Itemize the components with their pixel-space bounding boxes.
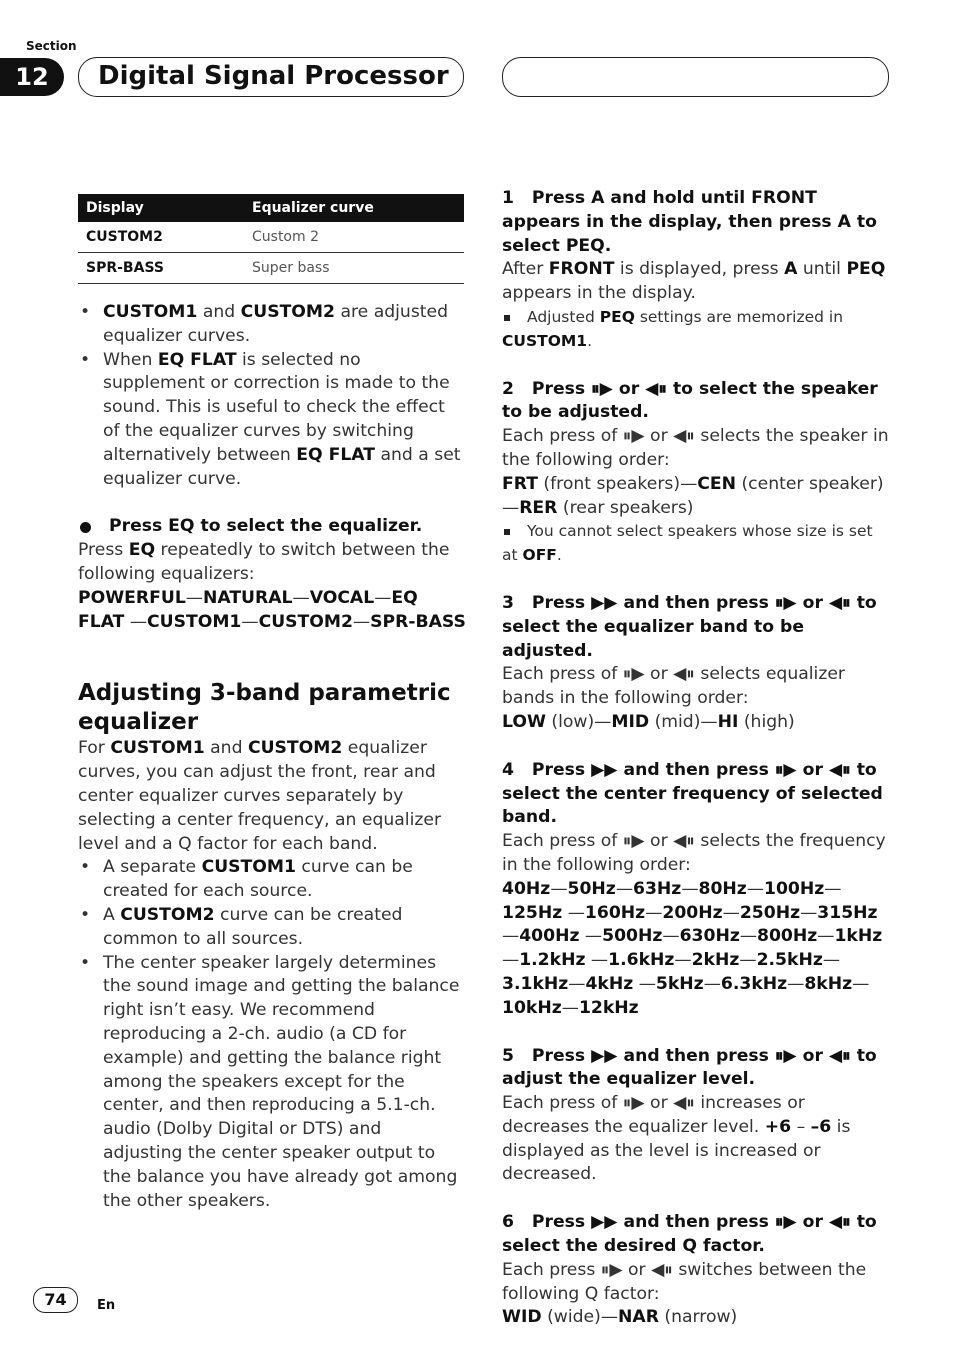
list-item: • The center speaker largely determines the sound image and getting the balance right isn’t easy. We recommend reproducing a 2-ch. audio (a CD for example) and getting the balance right among the speakers except for the center, and then reproducing a 5.1-ch. audio (Dolby Digital or DTS) and adjusting the center speaker output to the balance you have already got among the other speakers. (78, 952, 466, 1214)
list-item: • When EQ FLAT is selected no supplement or correction is made to the sound. This is useful to check the effect of the equalizer curves by switching alternatively between EQ FLAT and a set equalizer curve. (78, 349, 466, 492)
table-row (78, 222, 464, 253)
list-item: • CUSTOM1 and CUSTOM2 are adjusted equalizer curves. (78, 301, 466, 349)
step-4: 4 Press ▶▶ and then press ⏸︎▶ or ◀⏸︎ to select the center frequency of selected band. (502, 759, 883, 828)
section-number: 12 (0, 58, 64, 96)
header-blank-frame (502, 57, 889, 97)
step-1: 1 Press A and hold until FRONT appears in the display, then press A to select PEQ. (502, 188, 877, 256)
step-2: 2 Press ⏸︎▶ or ◀⏸︎ to select the speaker to be adjusted. (502, 378, 878, 423)
table-row (78, 253, 464, 284)
right-column (502, 187, 890, 1330)
table-cell: CUSTOM2 (78, 222, 244, 253)
paragraph: Each press of ⏸︎▶ or ◀⏸︎ selects the speaker in the following order: (502, 426, 889, 470)
section-heading: Adjusting 3-band parametric equalizer (78, 680, 451, 736)
step-5: 5 Press ▶▶ and then press ⏸︎▶ or ◀⏸︎ to adjust the equalizer level. (502, 1045, 877, 1090)
list-item: • A separate CUSTOM1 curve can be created for each source. (78, 856, 466, 904)
step-3: 3 Press ▶▶ and then press ⏸︎▶ or ◀⏸︎ to select the equalizer band to be adjusted. (502, 592, 877, 661)
paragraph: Press EQ repeatedly to switch between the following equalizers: (78, 540, 450, 584)
language-label: En (97, 1298, 116, 1313)
table-header-display: Display (78, 194, 244, 222)
table-cell: SPR-BASS (78, 253, 244, 284)
paragraph: Each press of ⏸︎▶ or ◀⏸︎ selects equalizer bands in the following order: (502, 664, 845, 709)
paragraph: Each press ⏸︎▶ or ◀⏸︎ switches between the following Q factor: (502, 1259, 867, 1304)
q-factor-sequence: WID (wide)—NAR (narrow) (502, 1307, 738, 1328)
table-cell: Super bass (244, 253, 464, 284)
paragraph: For CUSTOM1 and CUSTOM2 equalizer curves, you can adjust the front, rear and center equalizer curves separately by selecting a center frequency, an equalizer level and a Q factor for each band. (78, 738, 442, 854)
table-header-curve: Equalizer curve (244, 194, 464, 222)
section-label: Section (26, 39, 77, 53)
left-column (78, 301, 466, 1213)
equalizer-sequence: POWERFUL—NATURAL—VOCAL—EQ FLAT —CUSTOM1—CUSTOM2—SPR-BASS (78, 587, 466, 632)
paragraph: After FRONT is displayed, press A until PEQ appears in the display. (502, 259, 886, 304)
paragraph: Each press of ⏸︎▶ or ◀⏸︎ increases or decreases the equalizer level. +6 – –6 is displayed as the level is increased or decreased. (502, 1093, 851, 1185)
note: You cannot select speakers whose size is set at OFF. (502, 520, 890, 568)
step-6: 6 Press ▶▶ and then press ⏸︎▶ or ◀⏸︎ to select the desired Q factor. (502, 1212, 877, 1257)
instruction-heading: Press EQ to select the equalizer. (78, 515, 466, 539)
table-header-row (78, 194, 464, 222)
table-cell: Custom 2 (244, 222, 464, 253)
frequency-sequence: 40Hz—50Hz—63Hz—80Hz—100Hz—125Hz —160Hz—200Hz—250Hz—315Hz—400Hz —500Hz—630Hz—800Hz—1kHz—1.2kHz —1.6kHz—2kHz—2.5kHz—3.1kHz—4kHz —5kHz—6.3kHz—8kHz—10kHz—12kHz (502, 878, 883, 1018)
equalizer-table (78, 194, 464, 284)
note: Adjusted PEQ settings are memorized in CUSTOM1. (502, 306, 890, 354)
page-number: 74 (33, 1287, 78, 1313)
speaker-sequence: FRT (front speakers)—CEN (center speaker) —RER (rear speakers) (502, 473, 884, 518)
page-title: Digital Signal Processor (98, 61, 449, 91)
paragraph: Each press of ⏸︎▶ or ◀⏸︎ selects the frequency in the following order: (502, 831, 886, 875)
band-sequence: LOW (low)—MID (mid)—HI (high) (502, 711, 795, 732)
list-item: • A CUSTOM2 curve can be created common to all sources. (78, 904, 466, 952)
